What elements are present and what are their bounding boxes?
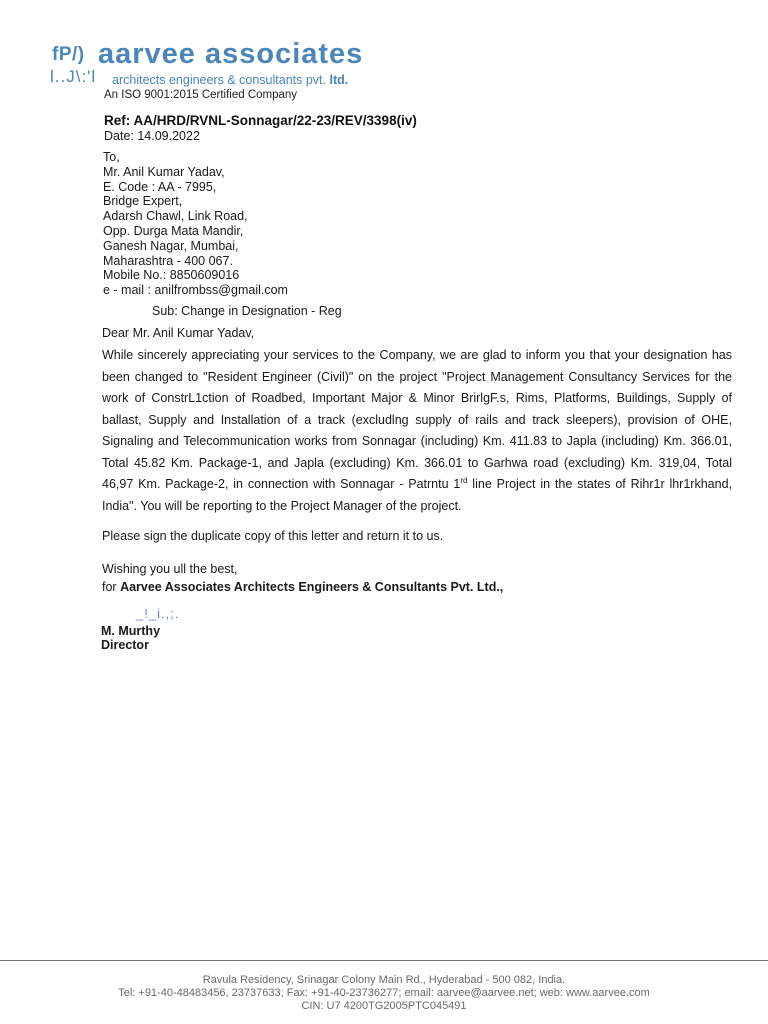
address-line: Opp. Durga Mata Mandir,: [103, 223, 244, 238]
footer-divider: [0, 960, 768, 961]
address-line: Maharashtra - 400 067.: [103, 253, 233, 268]
company-name: aarvee associates: [98, 38, 364, 70]
company-tagline: [112, 73, 348, 87]
handwritten-signature: _!_i.,;.: [136, 606, 180, 621]
body-text-part1: While sincerely appreciating your services to the Company, we are glad to inform you that your designation has been changed to "Resident Engineer (Civil)" on the project "Project Management Consultancy Services for the work of ConstrL1ction of Roadbed, Important Major & Minor BrirlgF.s, Rims, Platforms, Buildings, Supply of ballast, Supply and Installation of a track (excludlng supply of rails and track sleepers), provision of OHE, Signaling and Telecommunication works from Sonnagar (including) Km. 411.83 to Japla (including) Km. 366.01, Total 45.82 Km. Package-1, and Japla (excluding) Km. 366.01 to Garhwa road (excluding) Km. 319,04, Total 46,97 Km. Package-2, in connection with Sonnagar - Patrntu 1: [102, 348, 732, 491]
address-line: E. Code : AA - 7995,: [103, 179, 217, 194]
closing-wishes: Wishing you ull the best,: [102, 562, 238, 576]
closing-company-name: Aarvee Associates Architects Engineers & Consultants Pvt. Ltd.,: [120, 580, 504, 594]
sign-request: Please sign the duplicate copy of this letter and return it to us.: [102, 529, 444, 543]
address-line: e - mail : anilfrombss@gmail.com: [103, 283, 288, 298]
address-line: Ganesh Nagar, Mumbai,: [103, 238, 239, 253]
company-logo-mark: fP/): [52, 44, 85, 65]
signatory-name: M. Murthy: [101, 624, 161, 638]
body-text-part2: line Project in the states of Rihr1r lhr1rkhand, India". You will be reporting to the Project Manager of the project.: [102, 477, 732, 513]
letter-body: [102, 345, 732, 517]
address-line: Adarsh Chawl, Link Road,: [103, 209, 248, 224]
address-line: To,: [103, 150, 120, 164]
body-superscript: rd: [460, 475, 468, 485]
footer-cin: CIN: U7 4200TG2005PTC045491: [301, 1000, 467, 1012]
address-line: Mobile No.: 8850609016: [103, 268, 240, 283]
address-line: Mr. Anil Kumar Yadav,: [103, 164, 225, 179]
closing-for-prefix: for: [102, 580, 121, 594]
address-line: Bridge Expert,: [103, 194, 183, 209]
signatory-title: Director: [101, 638, 149, 652]
letter-date: Date: 14.09.2022: [104, 129, 200, 143]
reference-number: Ref: AA/HRD/RVNL-Sonnagar/22-23/REV/3398(iv): [104, 113, 417, 128]
recipient-address: [103, 150, 288, 298]
tagline-suffix: ltd.: [326, 73, 349, 87]
footer-contact: Tel: +91-40-48483456, 23737633; Fax: +91-40-23736277; email: aarvee@aarvee.net; web: www.aarvee.com: [118, 987, 650, 999]
closing-company: [102, 580, 503, 594]
footer-address: Ravula Residency, Srinagar Colony Main Rd., Hyderabad - 500 082, India.: [202, 974, 566, 986]
company-logo-glyphs: l..J\:'l: [50, 67, 97, 86]
salutation: Dear Mr. Anil Kumar Yadav,: [102, 326, 255, 340]
iso-certification: An ISO 9001:2015 Certified Company: [104, 89, 298, 101]
tagline-main: architects engineers & consultants pvt.: [112, 73, 327, 87]
subject-line: Sub: Change in Designation - Reg: [152, 304, 342, 318]
